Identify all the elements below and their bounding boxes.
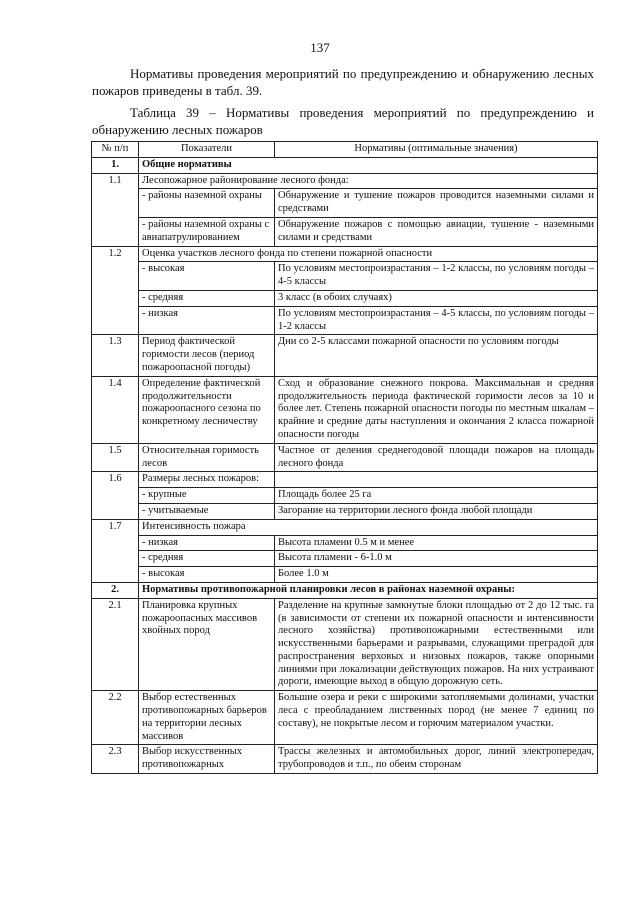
indicator-cell: - крупные bbox=[139, 488, 275, 504]
row-number: 2.1 bbox=[92, 598, 139, 691]
norm-cell: Более 1.0 м bbox=[275, 567, 598, 583]
table-row bbox=[92, 335, 598, 376]
section-row bbox=[92, 582, 598, 598]
norm-cell: Частное от деления среднегодовой площади пожаров на площадь лесного фонда bbox=[275, 443, 598, 472]
indicator-cell: Период фактической горимости лесов (период пожароопасной погоды) bbox=[139, 335, 275, 376]
row-number: 1.7 bbox=[92, 519, 139, 582]
table-row bbox=[92, 376, 598, 443]
header-norm: Нормативы (оптимальные значения) bbox=[275, 142, 598, 158]
section-title: Нормативы противопожарной планировки лесов в районах наземной охраны: bbox=[139, 582, 598, 598]
group-row bbox=[92, 519, 598, 535]
table-header-row bbox=[92, 142, 598, 158]
norm-cell bbox=[275, 472, 598, 488]
table-row bbox=[92, 443, 598, 472]
row-number: 1. bbox=[92, 157, 139, 173]
row-number: 1.4 bbox=[92, 376, 139, 443]
page-number: 137 bbox=[310, 40, 330, 55]
sub-row bbox=[92, 567, 598, 583]
row-number: 1.2 bbox=[92, 246, 139, 335]
norm-cell: По условиям местопроизрастания – 4-5 классы, по условиям погоды – 1-2 классы bbox=[275, 306, 598, 335]
sub-row bbox=[92, 488, 598, 504]
indicator-cell: - высокая bbox=[139, 567, 275, 583]
row-number: 2.2 bbox=[92, 691, 139, 745]
sub-row bbox=[92, 503, 598, 519]
indicator-cell: Выбор искусственных противопожарных bbox=[139, 745, 275, 774]
section-row bbox=[92, 157, 598, 173]
norm-cell: Площадь более 25 га bbox=[275, 488, 598, 504]
indicator-cell: - высокая bbox=[139, 262, 275, 291]
norm-cell: 3 класс (в обоих случаях) bbox=[275, 290, 598, 306]
sub-row bbox=[92, 290, 598, 306]
header-num: № п/п bbox=[92, 142, 139, 158]
group-title: Оценка участков лесного фонда по степени пожарной опасности bbox=[139, 246, 598, 262]
indicator-cell: Относительная горимость лесов bbox=[139, 443, 275, 472]
norms-table bbox=[91, 141, 598, 774]
row-number: 2. bbox=[92, 582, 139, 598]
table-row bbox=[92, 745, 598, 774]
sub-row bbox=[92, 217, 598, 246]
norm-cell: Высота пламени 0.5 м и менее bbox=[275, 535, 598, 551]
norm-cell: Обнаружение и тушение пожаров проводится наземными силами и средствами bbox=[275, 189, 598, 218]
row-number: 1.3 bbox=[92, 335, 139, 376]
row-number: 1.5 bbox=[92, 443, 139, 472]
norm-cell: Трассы железных и автомобильных дорог, линий электропередач, трубопроводов и т.п., по обеим сторонам bbox=[275, 745, 598, 774]
table-row bbox=[92, 691, 598, 745]
indicator-cell: - низкая bbox=[139, 306, 275, 335]
norm-cell: Сход и образование снежного покрова. Максимальная и средняя продолжительность периода фактической горимости лесов за 10 и более лет. Степень пожарной опасности погоды по местным шкалам – крайние и средние даты наступления и окончания 2 класса пожарной опасности погоды bbox=[275, 376, 598, 443]
indicator-cell: Планировка крупных пожароопасных массивов хвойных пород bbox=[139, 598, 275, 691]
table-body bbox=[92, 157, 598, 773]
indicator-cell: - районы наземной охраны bbox=[139, 189, 275, 218]
sub-row bbox=[92, 306, 598, 335]
sub-row bbox=[92, 551, 598, 567]
group-title: Лесопожарное районирование лесного фонда: bbox=[139, 173, 598, 189]
sub-row bbox=[92, 189, 598, 218]
sub-row bbox=[92, 262, 598, 291]
indicator-cell: Определение фактической продолжительности пожароопасного сезона по конкретному лесничеству bbox=[139, 376, 275, 443]
norm-cell: Высота пламени - 6-1.0 м bbox=[275, 551, 598, 567]
norm-cell: Обнаружение пожаров с помощью авиации, тушение - наземными силами и средствами bbox=[275, 217, 598, 246]
norm-cell: Дни со 2-5 классами пожарной опасности по условиям погоды bbox=[275, 335, 598, 376]
row-number: 1.6 bbox=[92, 472, 139, 519]
table-row bbox=[92, 598, 598, 691]
norm-cell: По условиям местопроизрастания – 1-2 классы, по условиям погоды – 4-5 классы bbox=[275, 262, 598, 291]
group-row bbox=[92, 472, 598, 488]
group-row bbox=[92, 246, 598, 262]
indicator-cell: - учитываемые bbox=[139, 503, 275, 519]
indicator-cell: - средняя bbox=[139, 290, 275, 306]
table-caption: Таблица 39 – Нормативы проведения мероприятий по предупреждению и обнаружению лесных пожаров bbox=[92, 105, 594, 137]
group-row bbox=[92, 173, 598, 189]
indicator-cell: - низкая bbox=[139, 535, 275, 551]
row-number: 2.3 bbox=[92, 745, 139, 774]
row-number: 1.1 bbox=[92, 173, 139, 246]
norm-cell: Большие озера и реки с широкими затопляемыми долинами, участки леса с преобладанием лиственных пород (не менее 7 единиц по составу), не покрытые лесом и горючим материалом участки. bbox=[275, 691, 598, 745]
sub-row bbox=[92, 535, 598, 551]
intro-paragraph: Нормативы проведения мероприятий по предупреждению и обнаружению лесных пожаров приведены в табл. 39. bbox=[92, 66, 594, 98]
norm-cell: Загорание на территории лесного фонда любой площади bbox=[275, 503, 598, 519]
indicator-cell: - районы наземной охраны с авиапатрулированием bbox=[139, 217, 275, 246]
group-title: Интенсивность пожара bbox=[139, 519, 598, 535]
norm-cell: Разделение на крупные замкнутые блоки площадью от 2 до 12 тыс. га (в зависимости от степени их пожарной опасности и интенсивности лесного хозяйства) противопожарными естественными или искусственными барьерами и разрывами, служащими преградой для распространения верховых и низовых пожаров, также опорными линиями при локализации действующих пожаров. На них устраивают дороги, имеющие выход в общую дорожную сеть. bbox=[275, 598, 598, 691]
header-indicator: Показатели bbox=[139, 142, 275, 158]
indicator-cell: Выбор естественных противопожарных барьеров на территории лесных массивов bbox=[139, 691, 275, 745]
indicator-cell: - средняя bbox=[139, 551, 275, 567]
group-title: Размеры лесных пожаров: bbox=[139, 472, 275, 488]
section-title: Общие нормативы bbox=[139, 157, 598, 173]
